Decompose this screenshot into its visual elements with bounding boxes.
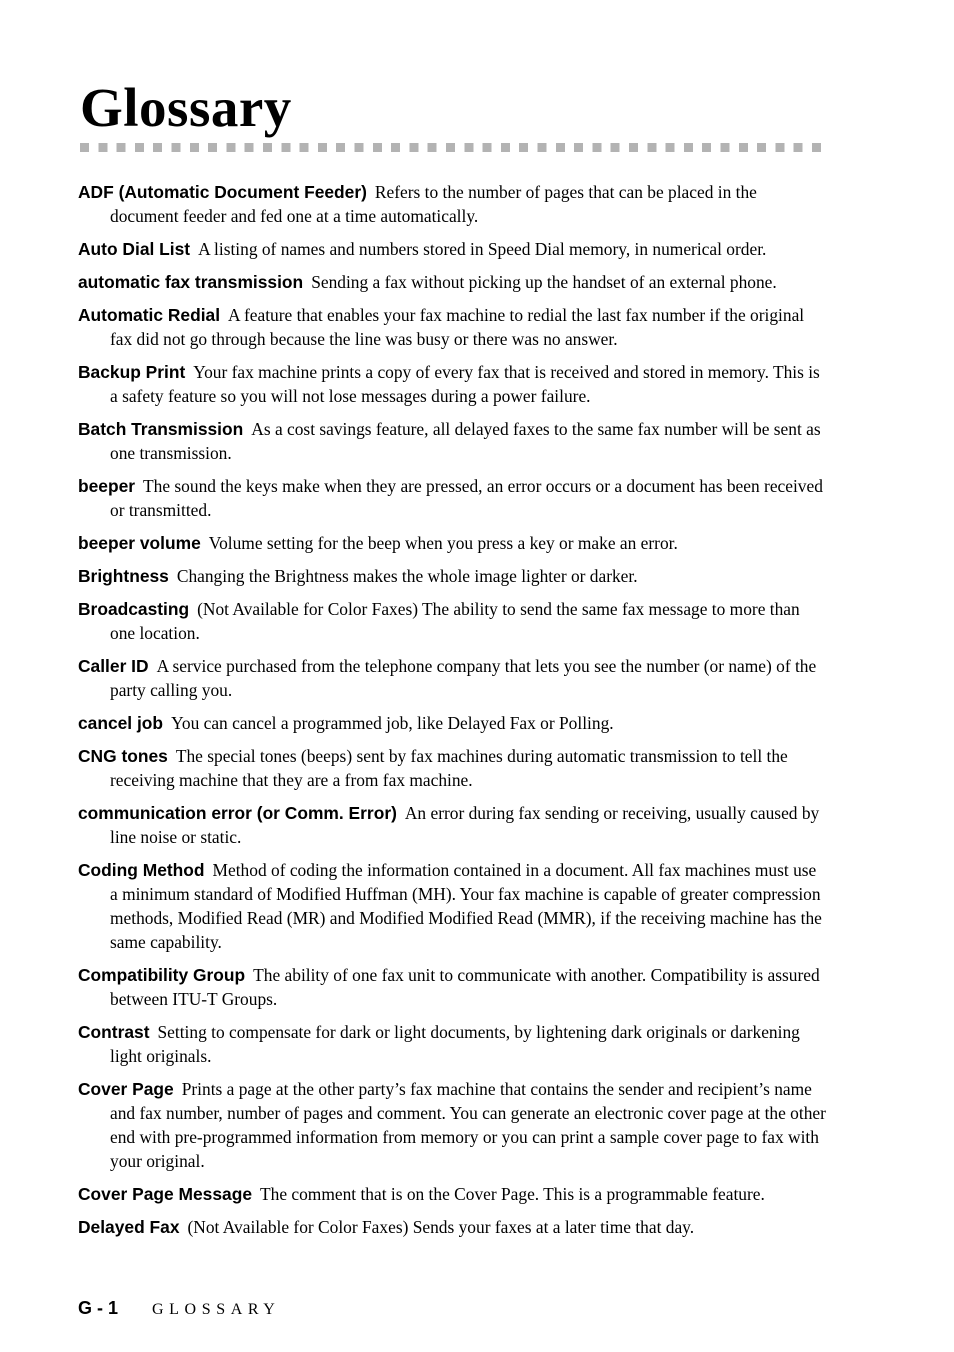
glossary-term: CNG tones — [78, 746, 168, 766]
glossary-definition: The comment that is on the Cover Page. This is a programmable feature. — [260, 1184, 765, 1204]
glossary-entry — [78, 801, 828, 849]
glossary-list — [78, 180, 828, 1248]
glossary-term: beeper volume — [78, 533, 201, 553]
glossary-definition: Setting to compensate for dark or light documents, by lightening dark originals or darkening light originals. — [110, 1022, 800, 1066]
glossary-definition: The ability of one fax unit to communicate with another. Compatibility is assured between ITU-T Groups. — [110, 965, 820, 1009]
glossary-entry — [78, 303, 828, 351]
glossary-entry — [78, 360, 828, 408]
glossary-term: automatic fax transmission — [78, 272, 304, 292]
glossary-term: beeper — [78, 476, 136, 496]
glossary-term: Coding Method — [78, 860, 205, 880]
glossary-definition: You can cancel a programmed job, like Delayed Fax or Polling. — [171, 713, 614, 733]
glossary-entry — [78, 1182, 828, 1206]
glossary-definition: As a cost savings feature, all delayed faxes to the same fax number will be sent as one transmission. — [110, 419, 821, 463]
glossary-entry — [78, 963, 828, 1011]
glossary-definition: A listing of names and numbers stored in Speed Dial memory, in numerical order. — [198, 239, 767, 259]
glossary-term: Brightness — [78, 566, 169, 586]
glossary-term: Contrast — [78, 1022, 150, 1042]
glossary-entry — [78, 1215, 828, 1239]
glossary-definition: The sound the keys make when they are pressed, an error occurs or a document has been received or transmitted. — [110, 476, 823, 520]
glossary-entry — [78, 237, 828, 261]
glossary-definition: Your fax machine prints a copy of every fax that is received and stored in memory. This is a safety feature so you will not lose messages during a power failure. — [110, 362, 820, 406]
glossary-definition: (Not Available for Color Faxes) Sends your faxes at a later time that day. — [187, 1217, 695, 1237]
footer-section-title: GLOSSARY — [152, 1301, 281, 1318]
glossary-term: Automatic Redial — [78, 305, 221, 325]
glossary-entry — [78, 654, 828, 702]
glossary-term: Backup Print — [78, 362, 186, 382]
page-number: G - 1 — [78, 1298, 119, 1318]
glossary-entry — [78, 858, 828, 954]
glossary-definition: Sending a fax without picking up the handset of an external phone. — [311, 272, 777, 292]
glossary-entry — [78, 564, 828, 588]
glossary-definition: Changing the Brightness makes the whole image lighter or darker. — [176, 566, 638, 586]
glossary-definition: Volume setting for the beep when you press a key or make an error. — [208, 533, 678, 553]
glossary-term: Delayed Fax — [78, 1217, 180, 1237]
glossary-term: cancel job — [78, 713, 164, 733]
glossary-term: Compatibility Group — [78, 965, 246, 985]
glossary-entry — [78, 744, 828, 792]
glossary-term: ADF (Automatic Document Feeder) — [78, 182, 367, 202]
glossary-term: Batch Transmission — [78, 419, 244, 439]
glossary-definition: An error during fax sending or receiving, usually caused by line noise or static. — [110, 803, 820, 847]
glossary-definition: (Not Available for Color Faxes) The ability to send the same fax message to more than one location. — [110, 599, 800, 643]
glossary-entry — [78, 180, 828, 228]
glossary-term: Cover Page Message — [78, 1184, 252, 1204]
dotted-divider — [80, 143, 822, 152]
glossary-entry — [78, 270, 828, 294]
glossary-definition: A feature that enables your fax machine to redial the last fax number if the original fax did not go through because the line was busy or there was no answer. — [110, 305, 805, 349]
glossary-entry — [78, 597, 828, 645]
glossary-definition: A service purchased from the telephone company that lets you see the number (or name) of the party calling you. — [110, 656, 817, 700]
glossary-definition: Prints a page at the other party’s fax machine that contains the sender and recipient’s name and fax number, number of pages and comment. You can generate an electronic cover page at the other end with pre-programmed information from memory or you can print a sample cover page to fax with your original. — [110, 1079, 826, 1171]
glossary-term: Auto Dial List — [78, 239, 191, 259]
glossary-entry — [78, 531, 828, 555]
glossary-term: communication error (or Comm. Error) — [78, 803, 397, 823]
glossary-entry — [78, 1077, 828, 1173]
glossary-term: Caller ID — [78, 656, 149, 676]
glossary-term: Broadcasting — [78, 599, 190, 619]
glossary-entry — [78, 417, 828, 465]
page-footer — [78, 1298, 280, 1324]
glossary-definition: The special tones (beeps) sent by fax machines during automatic transmission to tell the receiving machine that they are a from fax machine. — [110, 746, 788, 790]
glossary-term: Cover Page — [78, 1079, 174, 1099]
glossary-definition: Refers to the number of pages that can be placed in the document feeder and fed one at a time automatically. — [110, 182, 757, 226]
page-title: Glossary — [80, 77, 292, 138]
glossary-entry — [78, 711, 828, 735]
glossary-entry — [78, 474, 828, 522]
glossary-definition: Method of coding the information contained in a document. All fax machines must use a minimum standard of Modified Huffman (MH). Your fax machine is capable of greater compression methods, Modified Read (MR) and Modified Modified Read (MMR), if the receiving machine has the same capability. — [110, 860, 822, 952]
glossary-entry — [78, 1020, 828, 1068]
